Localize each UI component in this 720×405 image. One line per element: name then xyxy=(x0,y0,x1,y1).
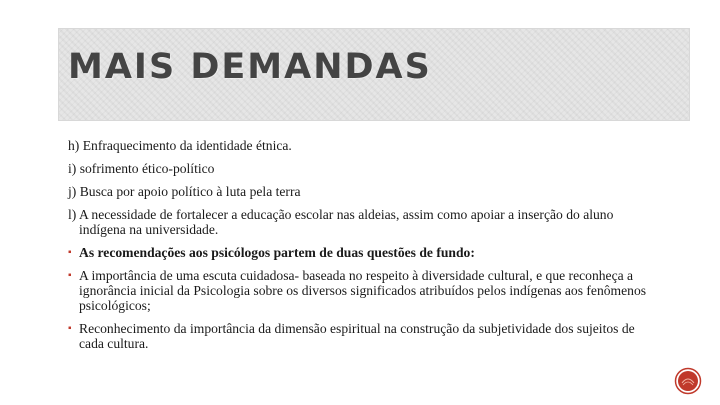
bullet-item xyxy=(68,268,658,313)
bullet-text: Reconhecimento da importância da dimensão espiritual na construção da subjetividade dos sujeitos de cada cultura. xyxy=(79,321,635,351)
circle-logo-icon xyxy=(674,367,702,395)
slide-title: MAIS DEMANDAS xyxy=(68,47,432,87)
paragraph-i: i) sofrimento ético-político xyxy=(68,161,215,176)
paragraph-j: j) Busca por apoio político à luta pela terra xyxy=(68,184,301,199)
bullet-item xyxy=(68,245,658,260)
bullet-item xyxy=(68,321,658,351)
bullet-marker-icon: ▪ xyxy=(68,247,72,258)
bullet-marker-icon: ▪ xyxy=(68,270,72,281)
bullet-marker-icon: ▪ xyxy=(68,323,72,334)
paragraph-h: h) Enfraquecimento da identidade étnica. xyxy=(68,138,292,153)
slide-content xyxy=(68,138,658,359)
bullet-text: A importância de uma escuta cuidadosa- baseada no respeito à diversidade cultural, e que reconheça a ignorância inicial da Psicologia sobre os diversos significados atribuídos pelos indígenas aos fenômenos psicológicos; xyxy=(79,268,647,313)
bullet-text: As recomendações aos psicólogos partem de duas questões de fundo: xyxy=(79,245,475,260)
paragraph-l: l) A necessidade de fortalecer a educação escolar nas aldeias, assim como apoiar a inserção do aluno indígena na universidade. xyxy=(68,207,614,237)
